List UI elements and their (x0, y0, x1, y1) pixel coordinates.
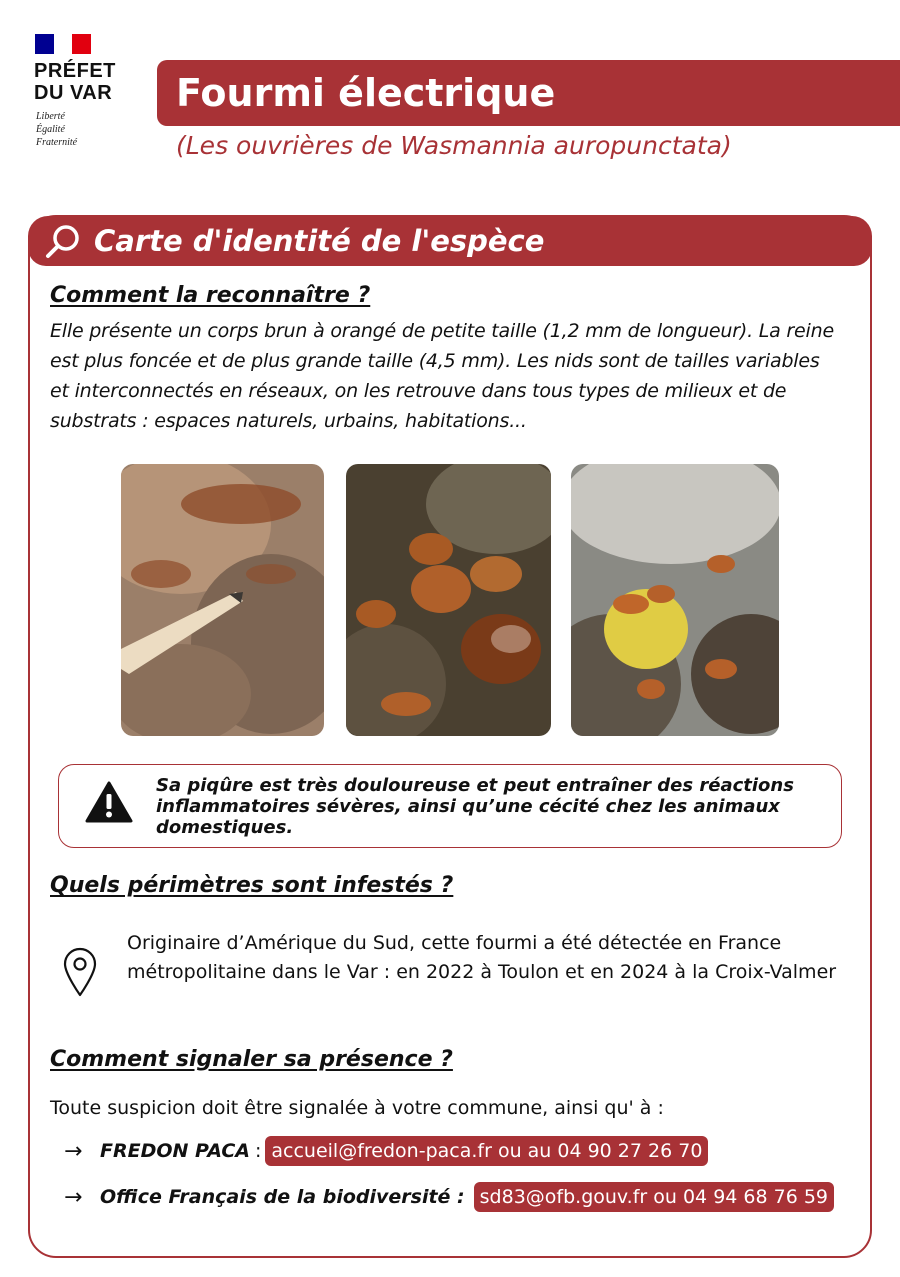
infested-heading: Quels périmètres sont infestés ? (50, 873, 454, 898)
contact-separator: : (254, 1140, 262, 1162)
marianne-flag-logo (35, 34, 91, 54)
page-title: Fourmi électrique (176, 71, 556, 115)
ants-with-pencil-tip-photo (121, 464, 324, 736)
ant-queen-and-workers-photo (346, 464, 551, 736)
ants-on-yellow-larva-photo (571, 464, 779, 736)
identity-card-title: Carte d'identité de l'espèce (94, 224, 545, 258)
location-pin-icon (62, 946, 98, 998)
contact-detail-link[interactable]: accueil@fredon-paca.fr ou au 04 90 27 26 70 (265, 1136, 708, 1166)
contact-name: FREDON PACA (100, 1140, 250, 1162)
report-intro: Toute suspicion doit être signalée à votre commune, ainsi qu' à : (50, 1097, 664, 1119)
page-subtitle: (Les ouvrières de Wasmannia auropunctata) (176, 131, 732, 160)
magnifier-icon (44, 221, 84, 261)
contact-detail-link[interactable]: sd83@ofb.gouv.fr ou 04 94 68 76 59 (474, 1182, 834, 1212)
report-heading: Comment signaler sa présence ? (50, 1047, 453, 1072)
republic-motto: Liberté Égalité Fraternité (36, 111, 78, 148)
contact-fredon (64, 1136, 708, 1166)
prefet-logo-text: PRÉFET DU VAR (34, 60, 116, 104)
contact-ofb (64, 1182, 834, 1212)
contact-name: Office Français de la biodiversité : (100, 1186, 465, 1208)
identify-heading: Comment la reconnaître ? (50, 283, 371, 308)
arrow-right-icon: → (64, 1184, 83, 1210)
infested-text: Originaire d’Amérique du Sud, cette fourmi a été détectée en France métropolitaine dans le Var : en 2022 à Toulon et en 2024 à la Croix-Valmer (127, 932, 837, 983)
identify-text: Elle présente un corps brun à orangé de petite taille (1,2 mm de longueur). La reine est plus foncée et de plus grande taille (4,5 mm). Les nids sont de tailles variables et interconnectés en réseaux, on les retrouve dans tous types de milieux et de substrats : espaces naturels, urbains, habitations... (50, 320, 834, 432)
warning-text: Sa piqûre est très douloureuse et peut entraîner des réactions inflammatoires sévères, ainsi qu’une cécité chez les animaux domestiques. (156, 775, 794, 838)
arrow-right-icon: → (64, 1138, 83, 1164)
warning-triangle-icon (85, 781, 133, 823)
